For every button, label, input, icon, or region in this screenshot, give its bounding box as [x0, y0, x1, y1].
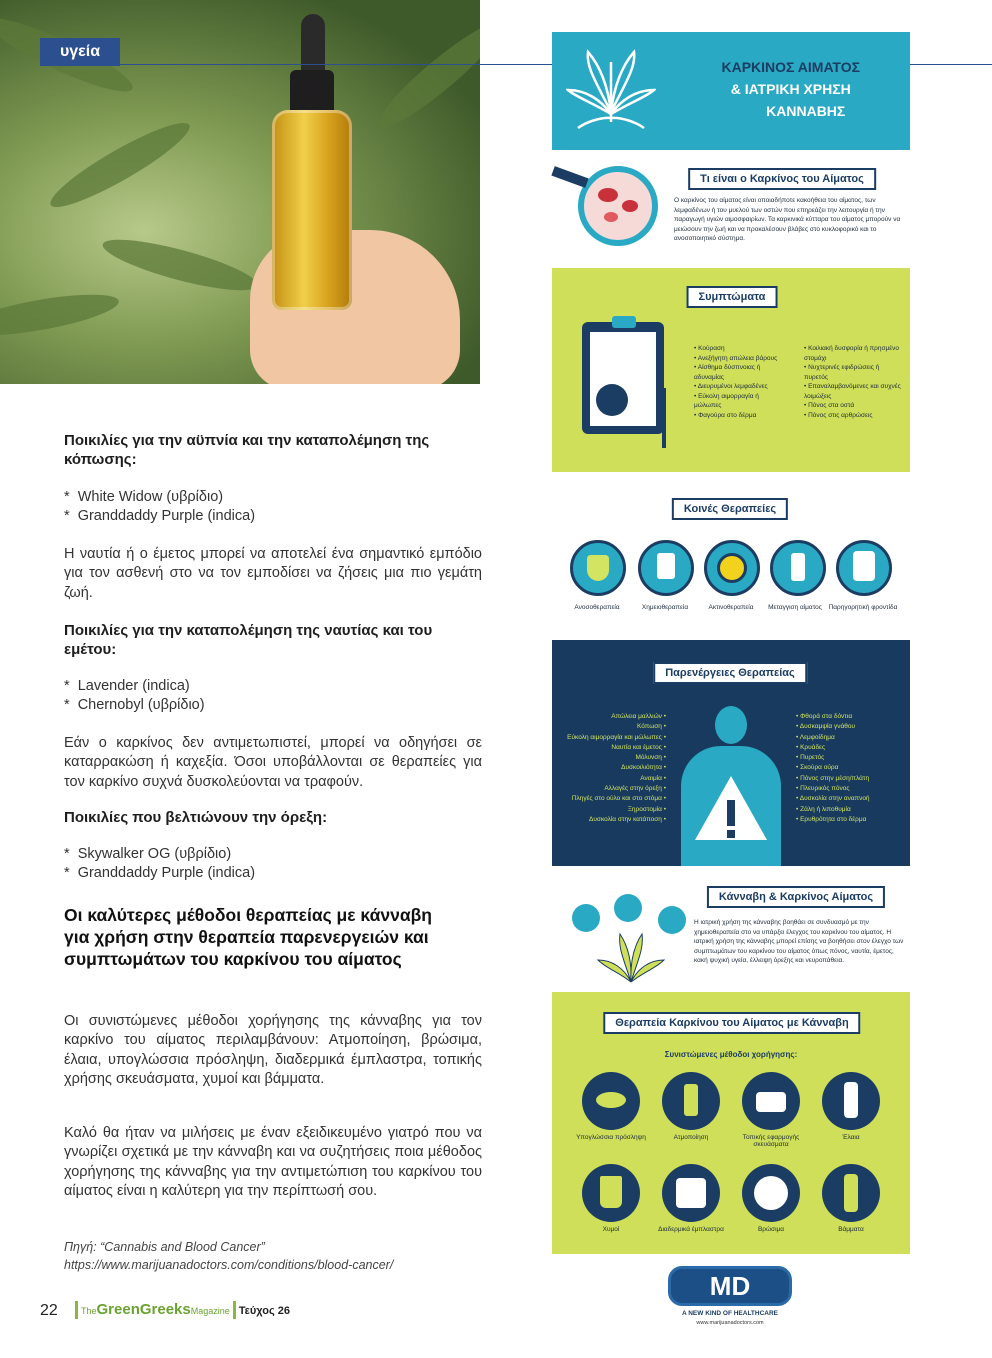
brand-name: GreenGreeks [96, 1301, 191, 1318]
list-item: Ξηροστομία • [627, 805, 666, 813]
iv-bag-icon [638, 540, 694, 596]
what-is-text: Ο καρκίνος του αίματος είναι οποιαδήποτε κακοήθεια του αίματος, των λεμφαδένων ή του μυελού των οστών που επηρεάζει την λειτουργία ή την παραγωγή υγιών αιμοσφαιρίων. Τα καρκινικά κύτταρα του αίματος μπορούν να μειώσουν την ζωή και να προκαλέσουν βλάβες στο κυκλοφορικό και το ανοσοποιητικό σύστημα. [674, 197, 901, 242]
list-item: • Κοιλιακή δυσφορία ή πρησμένο στομάχι [804, 345, 899, 362]
list-item: * White Widow (υβρίδιο) [64, 489, 224, 505]
human-body-icon [681, 706, 781, 866]
list-item: • Φθορά στα δόντια [796, 713, 853, 720]
cannabis-text: Η ιατρική χρήση της κάνναβης βοηθάει σε συνδυασμό με την χημειοθεραπεία στο να υπάρξει έλεγχος του καρκίνου του αίματος. Η ιατρική χρήση της κάνναβης μπορεί επίσης να βοηθήσει στον έλεγχο των συμπτωμάτων του καρκίνου του αίματος όπως πόνος, ναυτία, έμετος, κακή ψυχική υγεία, έλλειψη όρεξης και νευροπάθεια. [694, 919, 904, 964]
list-item: • Φαγούρα στο δέρμα [694, 411, 757, 419]
brand-bar [233, 1301, 236, 1319]
list-item: • Ανεξήγητη απώλεια βάρους [694, 354, 778, 362]
list-item: * Skywalker OG (υβρίδιο) [64, 846, 232, 862]
tincture-icon [822, 1164, 880, 1222]
blood-transfusion-icon [770, 540, 826, 596]
list-sleep [64, 488, 482, 527]
pen-icon [662, 388, 666, 448]
cannabis-title: Κάνναβη & Καρκίνος Αίματος [707, 886, 885, 908]
logo-tagline: A NEW KIND OF HEALTHCARE [681, 1310, 779, 1317]
method-label: Χυμοί [602, 1226, 620, 1233]
cannabis-leaf-decoration [0, 286, 121, 343]
therapy-label: Παρηγορητική φροντίδα [828, 604, 898, 611]
list-item: • Αίσθημα δύσπνοιας ή αδυναμίας [694, 364, 761, 381]
list-item: Απώλεια μαλλιών • [611, 713, 666, 720]
list-item: Εύκολη αιμορραγία και μώλωπες • [567, 733, 666, 741]
symptoms-title: Συμπτώματα [687, 286, 778, 308]
heading-nausea: Ποικιλίες για την καταπολέμηση της ναυτίας και του εμέτου: [64, 622, 433, 658]
section-heading: Οι καλύτερες μέθοδοι θεραπείας με κάνναβη για χρήση στην θεραπεία παρενεργειών και συμπτωμάτων του καρκίνου του αίματος [64, 905, 432, 969]
list-item: Κόπωση • [637, 723, 666, 731]
list-item: • Λεμφοίδημα [796, 733, 835, 741]
method-label: Υπογλώσσια πρόσληψη [576, 1134, 646, 1141]
side-effects-left-list [556, 712, 666, 825]
method-label: Διαδερμικά έμπλαστρα [658, 1226, 724, 1233]
topical-jar-icon [742, 1072, 800, 1130]
list-item: • Πυρετός [796, 754, 825, 762]
list-item: * Chernobyl (υβρίδιο) [64, 697, 205, 714]
brand-bar [75, 1301, 78, 1319]
list-item: * Granddaddy Purple (indica) [64, 865, 256, 882]
list-item: * Granddaddy Purple (indica) [64, 508, 256, 525]
therapies-section [552, 472, 910, 640]
therapy-label: Μεταγγιση αίματος [768, 604, 822, 611]
list-nausea [64, 677, 482, 716]
oil-bottle-image [272, 110, 352, 310]
method-label: Τοπικής εφαρμογής σκευάσματα [742, 1134, 800, 1148]
infographic-title: ΚΑΡΚΙΝΟΣ ΑΙΜΑΤΟΣ & ΙΑΤΡΙΚΗ ΧΡΗΣΗ ΚΑΝΝΑΒΗΣ [721, 59, 860, 119]
list-item: Δυσκοιλιότητα • [621, 764, 666, 772]
cannabis-section [552, 866, 910, 992]
paragraph-methods: Οι συνιστώμενες μέθοδοι χορήγησης της κάνναβης για τον καρκίνο του αίματος περιλαμβάνουν: Ατμοποίηση, βρώσιμα, έλαια, υπογλώσσια πρόσληψη, διαδερμικά έμπλαστρα, τοπικής χρήσης σκευάσματα, χυμοί και βάμματα. [64, 1013, 482, 1087]
method-label: Βρώσιμα [757, 1226, 785, 1233]
list-item: • Δυσκαμψία γνάθου [796, 723, 856, 731]
therapy-label: Ανοσοθεραπεία [574, 604, 620, 611]
cannabis-leaf-decoration [369, 12, 480, 138]
juice-glass-icon [582, 1164, 640, 1222]
list-item: • Δυσκολία στην αναπνοή [796, 795, 870, 803]
list-item: • Κούραση [694, 345, 725, 352]
list-item: • Πόνος στην μέση/πλάτη [796, 774, 870, 782]
list-item: * Lavender (indica) [64, 678, 190, 694]
list-item: • Πλευρικός πόνος [796, 785, 850, 793]
symptoms-left-list [694, 344, 784, 420]
side-effects-right-list [796, 712, 906, 825]
infographic-title-block [552, 32, 910, 150]
clipboard-icon [582, 322, 664, 434]
paragraph-doctor: Καλό θα ήταν να μιλήσεις με έναν εξειδικευμένο γιατρό που να γνωρίζει σχετικά με την κάνναβη και να συζητήσεις ποια μέθοδος χορήγησης της κάνναβης για την αντιμετώπιση του καρκίνου του αίματος είναι η καλύτερη για την περίπτωσή σου. [64, 1125, 482, 1199]
vaporizer-icon [662, 1072, 720, 1130]
list-item: Ναυτία και έμετος • [611, 743, 666, 751]
list-item: Αλλαγές στην όρεξη • [604, 785, 666, 793]
list-item: Δυσκολία στην κατάποση • [589, 815, 666, 823]
list-item: • Ερυθρότητα στο δέρμα [796, 815, 867, 823]
paragraph-nausea: Η ναυτία ή ο έμετος μπορεί να αποτελεί ένα σημαντικό εμπόδιο για τον ασθενή στο να τον εμποδίσει να ζήσεις μια πιο γεμάτη ζωή. [64, 546, 482, 601]
therapies-title: Κοινές Θεραπείες [672, 498, 788, 520]
symptoms-right-list [804, 344, 904, 420]
method-label: Βάμματα [838, 1226, 864, 1233]
list-item: Αναιμία • [640, 774, 666, 782]
marijuana-doctors-logo [664, 1264, 796, 1330]
oil-bottle-icon [822, 1072, 880, 1130]
paragraph-cachexia: Εάν ο καρκίνος δεν αντιμετωπιστεί, μπορεί να οδηγήσει σε καταρρακώση ή καχεξία. Όσοι υποβάλλονται σε θεραπείες για τον καρκίνο συχνά δυσκολεύονται να τραφούν. [64, 735, 482, 790]
list-item: • Πόνος στα οστά [804, 402, 855, 409]
cookie-icon [742, 1164, 800, 1222]
methods-subtitle: Συνιστώμενες μέθοδοι χορήγησης: [664, 1050, 798, 1059]
source-citation: Πηγή: “Cannabis and Blood Cancer” https://www.marijuanadoctors.com/conditions/blood-cancer/ [64, 1240, 394, 1272]
cannabis-benefits-icon [566, 892, 696, 982]
logo-url: www.marijuanadoctors.com [696, 1320, 764, 1326]
list-item: • Διευρυμένοι λεμφαδένες [694, 383, 768, 390]
logo-mark: MD [668, 1266, 792, 1306]
methods-title: Θεραπεία Καρκίνου του Αίματος με Κάνναβη [603, 1012, 860, 1034]
pill-bottle-icon [836, 540, 892, 596]
heading-sleep: Ποικιλίες για την αϋπνία και την καταπολέμηση της κόπωσης: [64, 432, 430, 468]
symptoms-section [552, 268, 910, 472]
therapy-label: Χημειοθεραπεία [641, 604, 689, 611]
therapy-label: Ακτινοθεραπεία [708, 604, 754, 611]
lips-icon [582, 1072, 640, 1130]
heading-appetite: Ποικιλίες που βελτιώνουν την όρεξη: [64, 809, 328, 826]
what-is-section [552, 150, 910, 268]
cannabis-leaf-icon [566, 42, 656, 142]
method-label: Έλαια [842, 1134, 860, 1141]
what-is-title: Τι είναι ο Καρκίνος του Αίματος [688, 168, 876, 190]
cannabis-leaf-decoration [43, 112, 197, 218]
list-item: Μόλυνση • [635, 754, 666, 762]
blood-cells-icon [578, 166, 658, 246]
dropper-image [301, 14, 325, 74]
list-item: • Ζάλη ή λιποθυμία [796, 805, 851, 813]
issue-number: Τεύχος 26 [238, 1305, 290, 1317]
radiation-icon [704, 540, 760, 596]
method-label: Ατμοποίηση [673, 1134, 709, 1141]
side-effects-section [552, 640, 910, 866]
cannabis-leaf-icon [596, 930, 666, 986]
page-number: 22 [40, 1302, 58, 1319]
list-appetite [64, 845, 482, 884]
magnifier-handle-icon [551, 166, 588, 188]
section-tag: υγεία [40, 38, 120, 66]
methods-section [552, 992, 910, 1254]
side-effects-title: Παρενέργειες Θεραπείας [653, 662, 807, 684]
list-item: • Εύκολη αιμορραγία ή μώλωπες [694, 392, 759, 409]
list-item: Πληγές στο ούλο και στο στόμα • [571, 795, 666, 803]
cannabis-leaf-decoration [99, 230, 261, 300]
shield-icon [570, 540, 626, 596]
list-item: • Επαναλαμβανόμενες και συχνές λοιμώξεις [804, 383, 901, 400]
list-item: • Νυχτερινές εφιδρώσεις ή πυρετός [804, 364, 880, 381]
magazine-brand: TheGreenGreeksMagazine Τεύχος 26 [72, 1301, 290, 1319]
list-item: • Σκούρα ούρα [796, 764, 839, 772]
list-item: • Κρυάδες [796, 743, 826, 751]
patch-icon [662, 1164, 720, 1222]
list-item: • Πόνος στις αρθρώσεις [804, 411, 873, 419]
